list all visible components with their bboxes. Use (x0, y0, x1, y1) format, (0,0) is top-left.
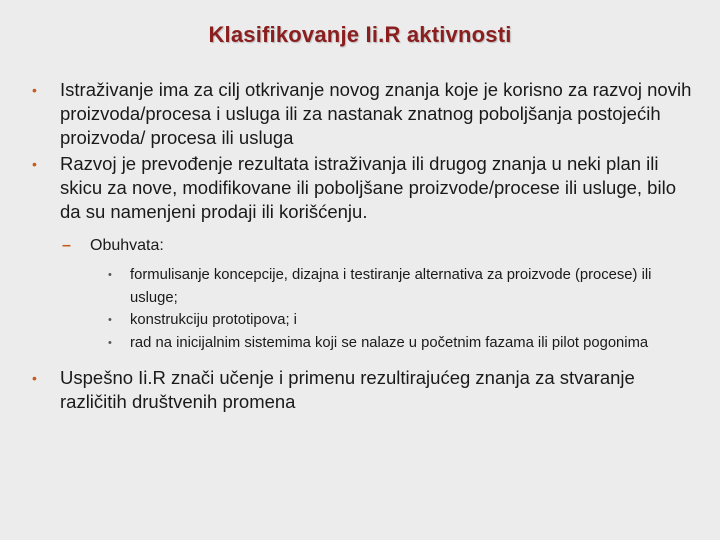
dash-icon: – (62, 237, 71, 254)
slide-title: Klasifikovanje Ii.R aktivnosti (208, 22, 512, 47)
slide-content (30, 78, 700, 416)
list-item (30, 309, 700, 332)
bullet-item (30, 366, 700, 414)
sub-bullet-label: Obuhvata: (90, 237, 164, 254)
small-bullet-icon: • (108, 336, 112, 349)
bullet-item (30, 152, 700, 224)
list-item-text: formulisanje koncepcije, dizajna i testiranje alternativa za proizvode (procese) ili usluge; (130, 267, 652, 306)
list-item-text: rad na inicijalnim sistemima koji se nalaze u početnim fazama ili pilot pogonima (130, 334, 649, 351)
sub-sub-list (30, 264, 700, 354)
bullet-icon: • (32, 82, 37, 98)
list-item (30, 332, 700, 355)
small-bullet-icon: • (108, 314, 112, 326)
bullet-item (30, 78, 700, 150)
bullet-icon: • (32, 156, 37, 172)
bullet-icon: • (32, 370, 37, 386)
small-bullet-icon: • (108, 269, 112, 281)
list-item-text: konstrukciju prototipova; i (130, 312, 297, 328)
sub-bullet-item (30, 236, 700, 256)
bullet-text: Razvoj je prevođenje rezultata istraživanja ili drugog znanja u neki plan ili skicu za nove, modifikovane ili poboljšane proizvode/procese ili usluge, bilo da su namenjeni prodaji ili korišćenju. (60, 153, 676, 222)
list-item (30, 264, 700, 309)
bullet-text: Uspešno Ii.R znači učenje i primenu rezultirajućeg znanja za stvaranje različitih društvenih promena (60, 367, 635, 412)
bullet-text: Istraživanje ima za cilj otkrivanje novog znanja koje je korisno za razvoj novih proizvoda/procesa i usluga ili za nastanak znatnog poboljšanja postojećih proizvoda/ procesa ili usluga (60, 79, 692, 148)
